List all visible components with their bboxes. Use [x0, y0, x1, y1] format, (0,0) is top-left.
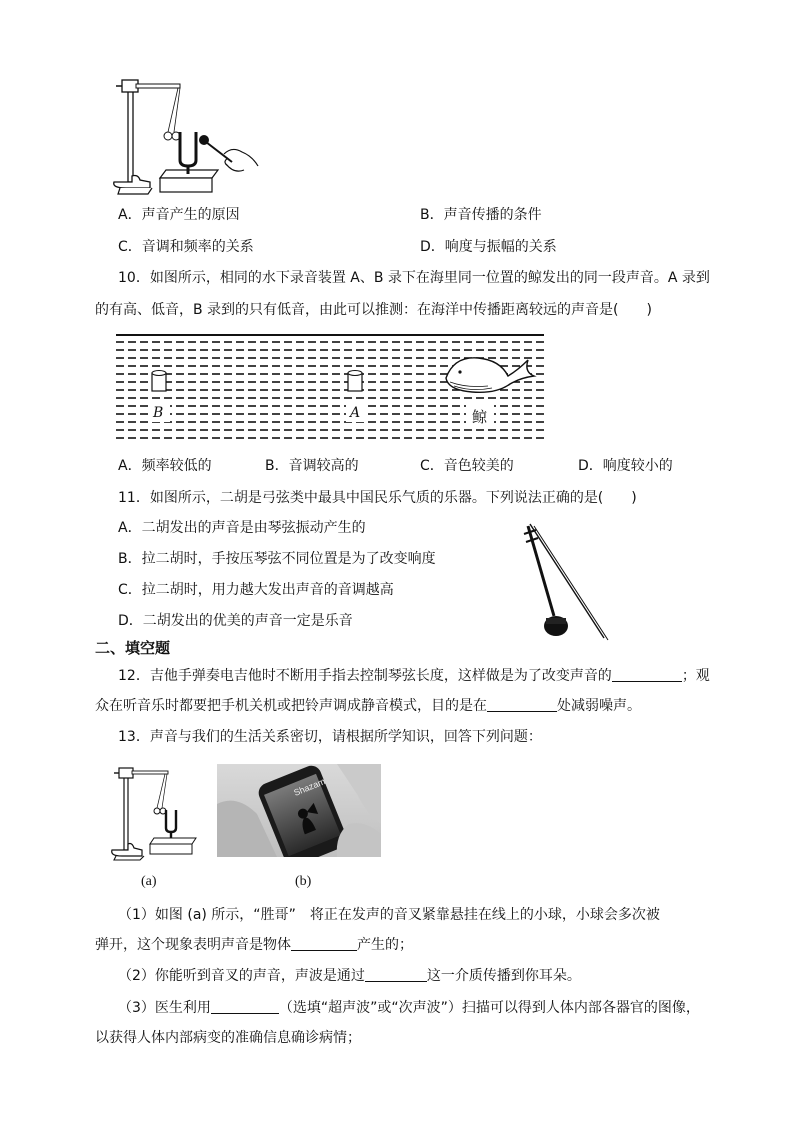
q11-option-d: D．二胡发出的优美的声音一定是乐音 [118, 613, 353, 629]
figure-a-caption: (a) [141, 874, 157, 889]
q10-option-b: B．音调较高的 [265, 458, 359, 474]
q9-option-a: A．声音产生的原因 [118, 207, 240, 223]
q13-part3-text-a: （3）医生利用 [118, 1000, 211, 1016]
q13-blank-2[interactable] [365, 967, 427, 982]
tuning-fork-figure-a [108, 762, 208, 862]
q13-part2-text-b: 这一介质传播到你耳朵。 [426, 968, 581, 984]
phone-screen-text: Shazam [292, 776, 327, 798]
q13-blank-3[interactable] [211, 999, 279, 1014]
phone-hand-illustration [217, 764, 381, 857]
q9-option-d: D．响度与振幅的关系 [420, 239, 557, 255]
q10-stem-line2: 的有高、低音，B 录到的只有低音，由此可以推测：在海洋中传播距离较远的声音是( ) [95, 302, 652, 318]
q10-option-a: A．频率较低的 [118, 458, 212, 474]
q13-part1-line2 [95, 935, 413, 955]
q12-blank-1[interactable] [612, 667, 682, 682]
q13-part2 [118, 966, 581, 986]
q12-text-1b: ；观 [681, 668, 710, 684]
q13-stem: 13．声音与我们的生活关系密切，请根据所学知识，回答下列问题： [118, 729, 542, 745]
whale-label: 鲸 [472, 408, 488, 426]
figure-b-caption: (b) [295, 874, 312, 889]
q13-part1-text-a: 弹开，这个现象表明声音是物体 [95, 937, 291, 953]
q13-part1-text-b: 产生的； [357, 937, 413, 953]
q12-line2 [95, 696, 641, 716]
q9-option-c: C．音调和频率的关系 [118, 239, 254, 255]
q9-option-b: B．声音传播的条件 [420, 207, 542, 223]
tuning-fork-stand-figure [108, 70, 268, 198]
q11-option-b: B．拉二胡时，手按压琴弦不同位置是为了改变响度 [118, 551, 436, 567]
q13-part2-text-a: （2）你能听到音叉的声音，声波是通过 [118, 968, 365, 984]
q12-text-1a: 12．吉他手弹奏电吉他时不断用手指去控制琴弦长度，这样做是为了改变声音的 [118, 668, 612, 684]
q10-stem-line1: 10．如图所示，相同的水下录音装置 A、B 录下在海里同一位置的鲸发出的同一段声音。A 录到 [118, 270, 710, 286]
q11-stem: 11．如图所示，二胡是弓弦类中最具中国民乐气质的乐器。下列说法正确的是( ) [118, 490, 637, 506]
q12-text-2a: 众在听音乐时都要把手机关机或把铃声调成静音模式，目的是在 [95, 698, 487, 714]
q13-part3-line1 [118, 998, 700, 1018]
q11-option-c: C．拉二胡时，用力越大发出声音的音调越高 [118, 582, 394, 598]
q12-text-2b: 处减弱噪声。 [557, 698, 641, 714]
phone-photo-figure-b [217, 764, 381, 857]
q11-option-a: A．二胡发出的声音是由琴弦振动产生的 [118, 520, 366, 536]
erhu-figure [520, 520, 620, 646]
q12-blank-2[interactable] [487, 697, 557, 712]
q13-blank-1[interactable] [291, 936, 357, 951]
q12-line1 [118, 666, 710, 686]
q13-part3-text-b: （选填“超声波”或“次声波”）扫描可以得到人体内部各器官的图像， [278, 1000, 700, 1016]
section-fill-blank-title: 二、填空题 [95, 639, 171, 657]
q10-option-d: D．响度较小的 [578, 458, 673, 474]
recorder-a-label: A [350, 405, 361, 421]
q13-part1-line1: （1）如图 (a) 所示，“胜哥” 将正在发声的音叉紧靠悬挂在线上的小球，小球会多次被 [118, 907, 660, 923]
q13-part3-line2: 以获得人体内部病变的准确信息确诊病情； [95, 1030, 361, 1046]
q10-option-c: C．音色较美的 [420, 458, 514, 474]
recorder-b-label: B [153, 405, 164, 421]
